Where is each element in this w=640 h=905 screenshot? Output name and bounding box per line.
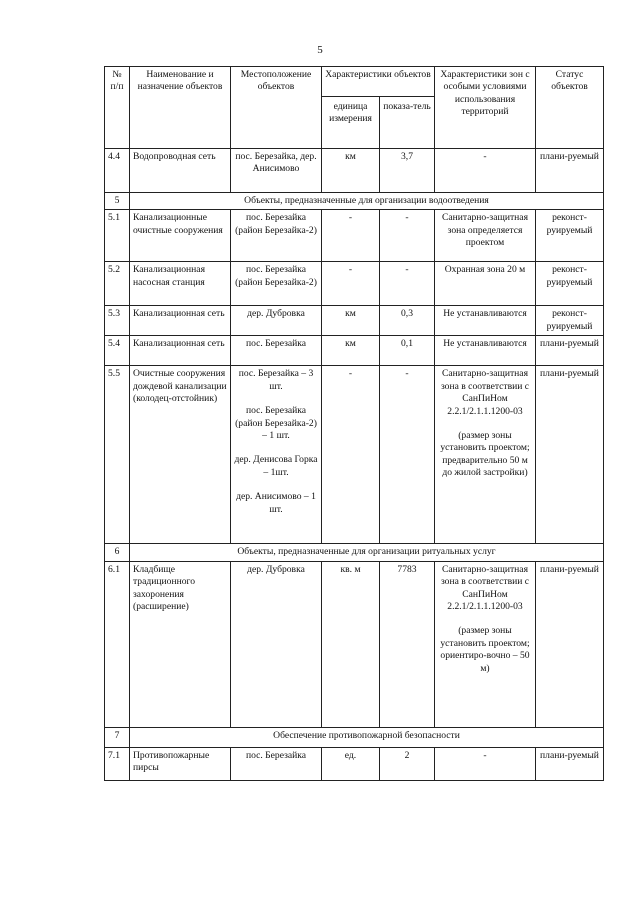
objects-table: [104, 66, 604, 781]
row-status: плани-руемый: [536, 366, 604, 544]
header-row: [105, 67, 604, 97]
row-value: 0,1: [380, 336, 435, 366]
section-row: [105, 193, 604, 210]
row-unit: -: [322, 210, 380, 262]
row-num: 5.3: [105, 306, 130, 336]
zone-line: (размер зоны установить проектом; ориентиро-вочно – 50 м): [440, 625, 530, 674]
row-name: Канализационная насосная станция: [130, 262, 231, 306]
table-row: [105, 561, 604, 727]
row-value: -: [380, 262, 435, 306]
section-num: 7: [105, 727, 130, 747]
zone-line: (размер зоны установить проектом; предварительно 50 м до жилой застройки): [440, 430, 530, 479]
row-zone: [435, 366, 536, 544]
location-line: пос. Березайка (район Березайка-2) – 1 шт.: [235, 405, 317, 442]
row-zone: [435, 561, 536, 727]
row-location: пос. Березайка: [231, 336, 322, 366]
header-status: Статус объектов: [536, 67, 604, 149]
row-location: пос. Березайка, дер. Анисимово: [231, 149, 322, 193]
row-location: дер. Дубровка: [231, 561, 322, 727]
table-row: [105, 262, 604, 306]
section-num: 5: [105, 193, 130, 210]
row-status: реконст-руируемый: [536, 306, 604, 336]
row-name: Очистные сооружения дождевой канализации (колодец-отстойник): [130, 366, 231, 544]
row-num: 5.4: [105, 336, 130, 366]
row-zone: -: [435, 747, 536, 780]
header-characteristics: Характеристики объектов: [322, 67, 435, 97]
row-unit: км: [322, 149, 380, 193]
row-location: пос. Березайка: [231, 747, 322, 780]
row-value: -: [380, 210, 435, 262]
table-row: [105, 306, 604, 336]
header-value: показа-тель: [380, 97, 435, 149]
table-row: [105, 747, 604, 780]
row-unit: ед.: [322, 747, 380, 780]
row-zone: -: [435, 149, 536, 193]
row-name: Канализационная сеть: [130, 306, 231, 336]
row-location: пос. Березайка (район Березайка-2): [231, 210, 322, 262]
table-row: [105, 149, 604, 193]
row-location: [231, 366, 322, 544]
row-status: плани-руемый: [536, 747, 604, 780]
row-zone: Не устанавливаются: [435, 306, 536, 336]
section-row: [105, 727, 604, 747]
row-name: Водопроводная сеть: [130, 149, 231, 193]
row-value: 3,7: [380, 149, 435, 193]
row-num: 7.1: [105, 747, 130, 780]
row-value: 0,3: [380, 306, 435, 336]
row-name: Канализационные очистные сооружения: [130, 210, 231, 262]
section-title: Объекты, предназначенные для организации водоотведения: [130, 193, 604, 210]
row-value: 2: [380, 747, 435, 780]
row-value: -: [380, 366, 435, 544]
section-num: 6: [105, 544, 130, 561]
row-num: 5.1: [105, 210, 130, 262]
row-name: Кладбище традиционного захоронения (расширение): [130, 561, 231, 727]
header-unit: единица измерения: [322, 97, 380, 149]
location-line: пос. Березайка – 3 шт.: [238, 368, 314, 392]
row-status: реконст-руируемый: [536, 210, 604, 262]
section-row: [105, 544, 604, 561]
table-row: [105, 366, 604, 544]
row-num: 5.2: [105, 262, 130, 306]
header-name: Наименование и назначение объектов: [130, 67, 231, 149]
row-num: 6.1: [105, 561, 130, 727]
table-row: [105, 210, 604, 262]
page-number: 5: [317, 44, 323, 56]
row-location: пос. Березайка (район Березайка-2): [231, 262, 322, 306]
row-name: Канализационная сеть: [130, 336, 231, 366]
row-location: дер. Дубровка: [231, 306, 322, 336]
row-status: реконст-руируемый: [536, 262, 604, 306]
row-status: плани-руемый: [536, 149, 604, 193]
zone-line: Санитарно-защитная зона в соответствии с СанПиНом 2.2.1/2.1.1.1200-03: [440, 563, 530, 613]
section-title: Объекты, предназначенные для организации ритуальных услуг: [130, 544, 604, 561]
location-line: дер. Анисимово – 1 шт.: [236, 491, 316, 515]
zone-line: Санитарно-защитная зона в соответствии с СанПиНом 2.2.1/2.1.1.1200-03: [440, 368, 530, 417]
row-status: плани-руемый: [536, 336, 604, 366]
row-unit: -: [322, 366, 380, 544]
row-unit: кв. м: [322, 561, 380, 727]
location-line: дер. Денисова Горка – 1шт.: [234, 454, 318, 478]
header-location: Местоположение объектов: [231, 67, 322, 149]
row-zone: Охранная зона 20 м: [435, 262, 536, 306]
table-row: [105, 336, 604, 366]
row-unit: км: [322, 336, 380, 366]
row-unit: -: [322, 262, 380, 306]
row-zone: Не устанавливаются: [435, 336, 536, 366]
section-title: Обеспечение противопожарной безопасности: [130, 727, 604, 747]
row-zone: Санитарно-защитная зона определяется проектом: [435, 210, 536, 262]
row-unit: км: [322, 306, 380, 336]
header-zone: Характеристики зон с особыми условиями использования территорий: [435, 67, 536, 149]
row-name: Противопожарные пирсы: [130, 747, 231, 780]
header-num: № п/п: [105, 67, 130, 149]
row-num: 4.4: [105, 149, 130, 193]
row-status: плани-руемый: [536, 561, 604, 727]
row-value: 7783: [380, 561, 435, 727]
row-num: 5.5: [105, 366, 130, 544]
